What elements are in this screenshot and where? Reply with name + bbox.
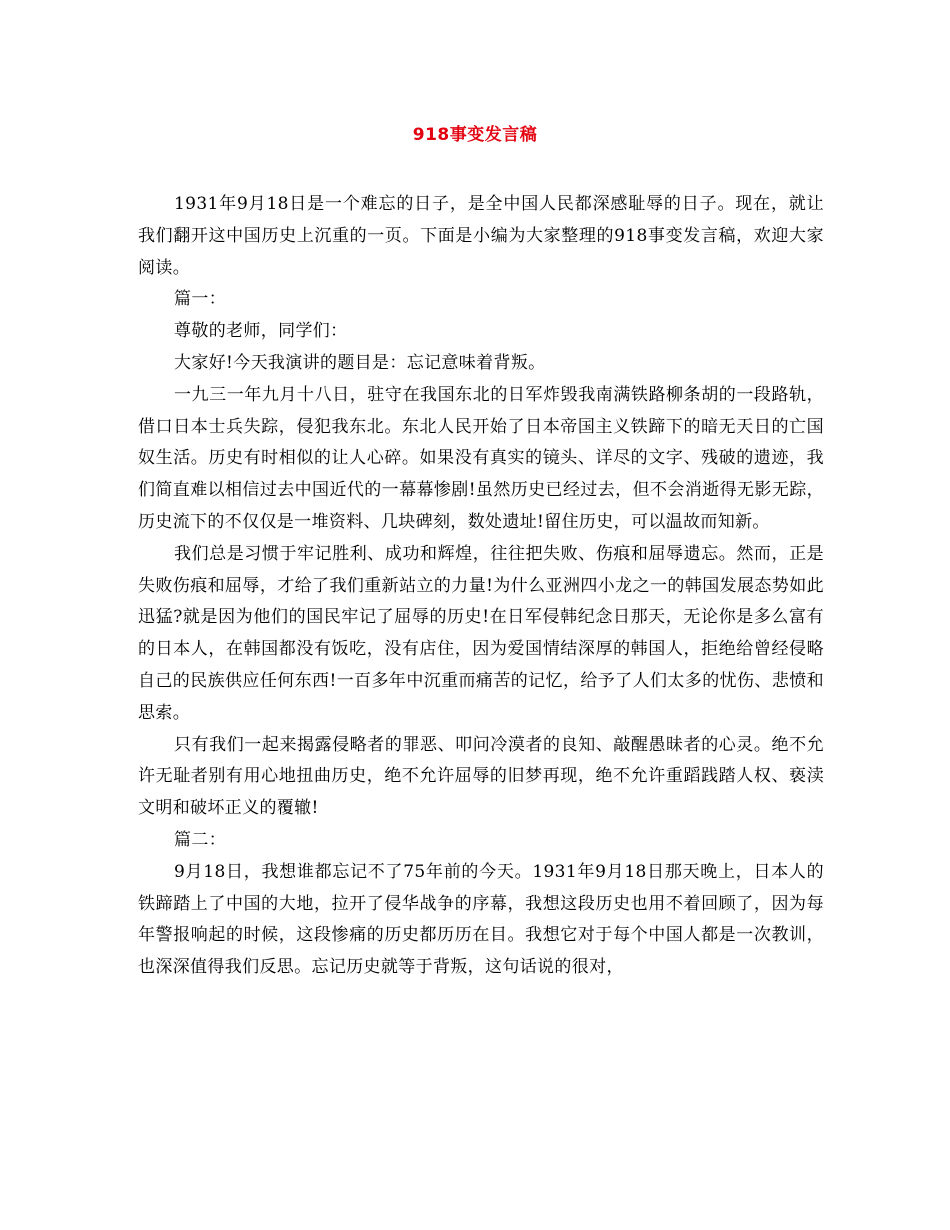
intro-paragraph: 1931年9月18日是一个难忘的日子，是全中国人民都深感耻辱的日子。现在，就让我们翻开这中国历史上沉重的一页。下面是小编为大家整理的918事变发言稿，欢迎大家阅读。 — [138, 194, 824, 278]
greeting-paragraph: 大家好!今天我演讲的题目是：忘记意味着背叛。 — [174, 352, 546, 373]
history-paragraph: 一九三一年九月十八日，驻守在我国东北的日军炸毁我南满铁路柳条胡的一段路轨，借口日本士兵失踪，侵犯我东北。东北人民开始了日本帝国主义铁蹄下的暗无天日的亡国奴生活。历史有时相似的让人心碎。如果没有真实的镜头、详尽的文字、残破的遗迹，我们简直难以相信过去中国近代的一幕幕惨剧!虽然历史已经过去，但不会消逝得无影无踪，历史流下的不仅仅是一堆资料、几块碑刻，数处遗址!留住历史，可以温故而知新。 — [138, 384, 824, 532]
document-body — [138, 189, 824, 984]
section-heading-part-one: 篇一： — [174, 289, 227, 310]
part-two-paragraph: 9月18日，我想谁都忘记不了75年前的今天。1931年9月18日那天晚上，日本人的铁蹄踏上了中国的大地，拉开了侵华战争的序幕，我想这段历史也用不着回顾了，因为每年警报响起的时候，这段惨痛的历史都历历在目。我想它对于每个中国人都是一次教训，也深深值得我们反思。忘记历史就等于背叛，这句话说的很对， — [138, 861, 824, 978]
remembrance-paragraph: 我们总是习惯于牢记胜利、成功和辉煌，往往把失败、伤痕和屈辱遗忘。然而，正是失败伤痕和屈辱，才给了我们重新站立的力量!为什么亚洲四小龙之一的韩国发展态势如此迅猛?就是因为他们的国民牢记了屈辱的历史!在日军侵韩纪念日那天，无论你是多么富有的日本人，在韩国都没有饭吃，没有店住，因为爱国情结深厚的韩国人，拒绝给曾经侵略自己的民族供应任何东西!一百多年中沉重而痛苦的记忆，给予了人们太多的忧伤、悲愤和思索。 — [138, 543, 824, 723]
salutation-paragraph: 尊敬的老师，同学们： — [174, 321, 348, 342]
section-heading-part-two: 篇二： — [174, 829, 227, 850]
document-title: 918事变发言稿 — [412, 125, 538, 145]
call-to-action-paragraph: 只有我们一起来揭露侵略者的罪恶、叩问冷漠者的良知、敲醒愚昧者的心灵。绝不允许无耻者别有用心地扭曲历史，绝不允许屈辱的旧梦再现，绝不允许重蹈践踏人权、亵渎文明和破坏正义的覆辙! — [138, 734, 824, 819]
